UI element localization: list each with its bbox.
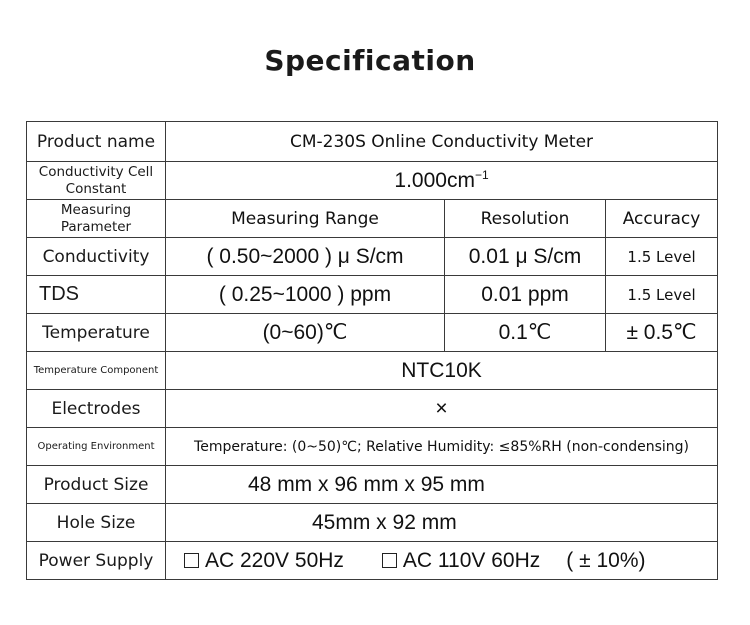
operating-environment-label: Operating Environment [27,428,166,466]
table-row [27,504,718,542]
tds-label: TDS [27,276,166,314]
measuring-range-header: Measuring Range [166,200,445,238]
power-supply-label: Power Supply [27,542,166,580]
temperature-resolution: 0.1℃ [445,314,606,352]
cell-constant-exponent: −1 [474,168,489,182]
product-size-value: 48 mm x 96 mm x 95 mm [166,466,718,504]
tds-resolution: 0.01 ppm [445,276,606,314]
table-row [27,428,718,466]
power-option-110v: AC 110V 60Hz [402,548,541,572]
table-row [27,466,718,504]
table-row [27,276,718,314]
electrodes-value: × [166,390,718,428]
conductivity-range: ( 0.50~2000 ) μ S/cm [166,238,445,276]
electrodes-label: Electrodes [27,390,166,428]
table-row [27,390,718,428]
cell-constant-number: 1.000cm [394,169,475,192]
table-row [27,352,718,390]
product-name-label: Product name [27,122,166,162]
product-size-label: Product Size [27,466,166,504]
table-row [27,122,718,162]
conductivity-resolution: 0.01 μ S/cm [445,238,606,276]
table-row [27,238,718,276]
table-row [27,542,718,580]
power-supply-value [166,542,718,580]
table-row [27,162,718,200]
temperature-component-value: NTC10K [166,352,718,390]
table-row [27,200,718,238]
temperature-range: (0~60)℃ [166,314,445,352]
power-tolerance: ( ± 10%) [566,548,646,572]
conductivity-accuracy: 1.5 Level [606,238,718,276]
conductivity-label: Conductivity [27,238,166,276]
product-name-value: CM-230S Online Conductivity Meter [166,122,718,162]
page-title: Specification [264,44,476,77]
resolution-header: Resolution [445,200,606,238]
checkbox-220v[interactable] [184,553,199,568]
power-option-220v: AC 220V 50Hz [205,548,344,572]
checkbox-110v[interactable] [382,553,397,568]
temperature-label: Temperature [27,314,166,352]
tds-range: ( 0.25~1000 ) ppm [166,276,445,314]
temperature-accuracy: ± 0.5℃ [606,314,718,352]
temperature-component-label: Temperature Component [27,352,166,390]
specification-table [26,121,718,580]
hole-size-label: Hole Size [27,504,166,542]
cell-constant-value [166,162,718,200]
hole-size-value: 45mm x 92 mm [166,504,718,542]
operating-environment-value: Temperature: (0~50)℃; Relative Humidity: ≤85%RH (non-condensing) [166,428,718,466]
accuracy-header: Accuracy [606,200,718,238]
measuring-parameter-label: Measuring Parameter [27,200,166,238]
cell-constant-label: Conductivity Cell Constant [27,162,166,200]
table-row [27,314,718,352]
tds-accuracy: 1.5 Level [606,276,718,314]
